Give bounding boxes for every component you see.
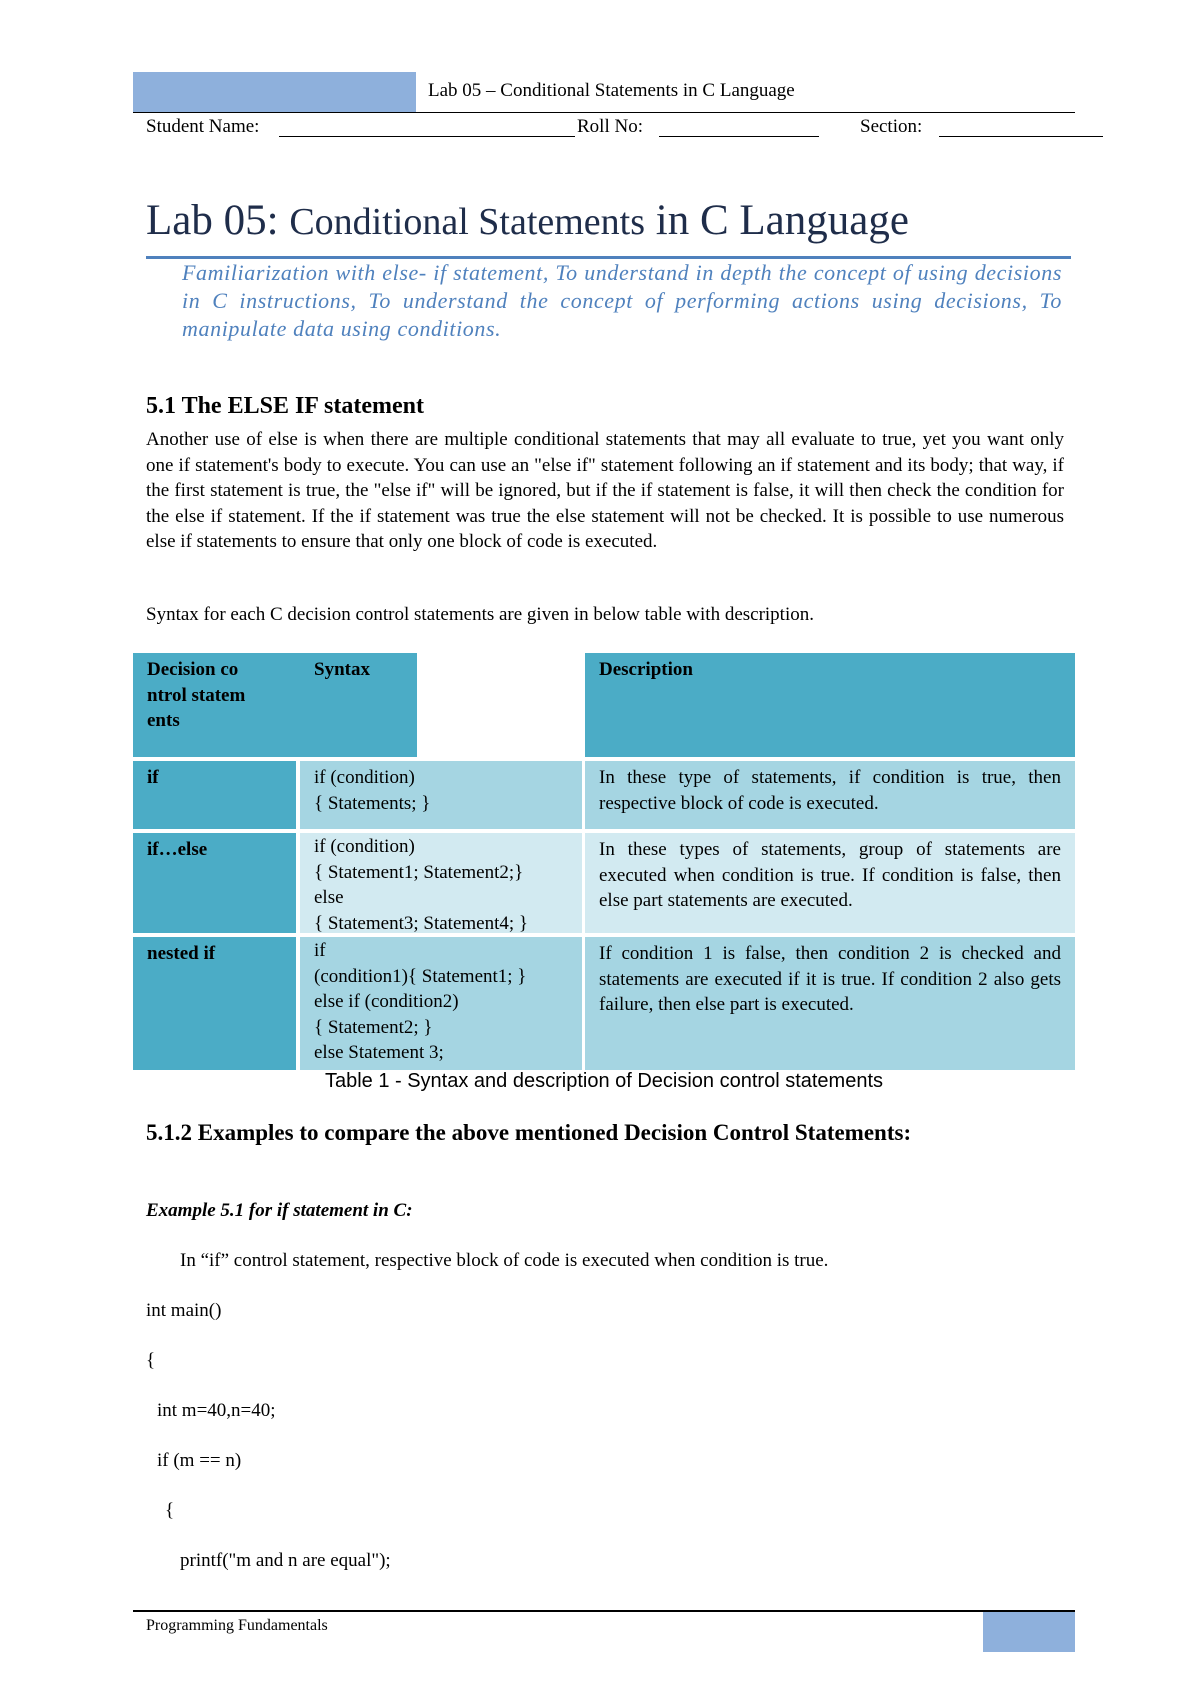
decision-table xyxy=(133,653,1075,1070)
table-header-description-text: Description xyxy=(599,659,693,680)
row-3-description-text: If condition 1 is false, then condition 2 is checked and statements are executed if it is true. If condition 2 also gets failure, then else part is executed. xyxy=(599,943,1061,1015)
table-row-2-syntax xyxy=(300,833,582,933)
table-row-1-syntax xyxy=(300,761,582,829)
title-part-3: in C xyxy=(655,197,729,244)
table-header-description xyxy=(585,653,1075,757)
example-description: In “if” control statement, respective block of code is executed when condition is true. xyxy=(180,1250,829,1271)
roll-no-field[interactable] xyxy=(659,136,819,137)
table-header-syntax-text: Syntax xyxy=(314,659,370,680)
row-2-description-text: In these types of statements, group of statements are executed when condition is true. If condition is false, then else part statements are executed. xyxy=(599,839,1061,911)
code-line: int main() xyxy=(146,1300,222,1321)
row-3-statement-text: nested if xyxy=(147,943,216,964)
table-header-syntax xyxy=(300,653,417,757)
row-3-syntax-line: (condition1){ Statement1; } xyxy=(314,965,527,987)
examples-heading: 5.1.2 Examples to compare the above mentioned Decision Control Statements: xyxy=(146,1120,912,1145)
code-line: if (m == n) xyxy=(157,1450,242,1471)
code-line: { xyxy=(165,1500,175,1521)
example-heading: Example 5.1 for if statement in C: xyxy=(146,1200,413,1221)
section-heading: 5.1 The ELSE IF statement xyxy=(146,393,425,419)
row-1-statement-text: if xyxy=(147,767,159,788)
footer-text: Programming Fundamentals xyxy=(146,1617,328,1634)
table-row-2-description xyxy=(585,833,1075,933)
table-row-2-statement xyxy=(133,833,296,933)
section-label: Section: xyxy=(860,116,923,137)
student-info-row xyxy=(146,116,1106,142)
row-1-syntax-line: { Statements; } xyxy=(314,792,431,814)
code-line: printf("m and n are equal"); xyxy=(180,1550,391,1571)
title-part-2: Conditional Statements xyxy=(289,201,646,243)
section-body: Another use of else is when there are multiple conditional statements that may all evaluate to true, yet you want only one if statement's body to execute. You can use an "else if" statement following an if statement and its body; that way, if the first statement is true, the "else if" will be ignored, but if the if statement is false, it will then check the condition for the else if statement. If the if statement was true the else statement will not be checked. It is possible to use numerous else if statements to ensure that only one block of code is executed. xyxy=(146,429,1064,553)
row-2-syntax-line: { Statement1; Statement2;} xyxy=(314,861,524,883)
row-2-syntax-line: else xyxy=(314,887,344,908)
row-3-syntax-line: else Statement 3; xyxy=(314,1042,444,1063)
student-name-label: Student Name: xyxy=(146,116,260,137)
row-3-syntax-line: else if (condition2) xyxy=(314,991,459,1012)
row-1-syntax-line: if (condition) xyxy=(314,767,415,788)
title-part-4: Language xyxy=(739,197,909,244)
row-3-syntax-line: if xyxy=(314,940,326,961)
page-title xyxy=(146,196,909,245)
table-row-3-statement xyxy=(133,937,296,1070)
header-rule xyxy=(133,112,1075,113)
footer-rule xyxy=(133,1610,1075,1612)
header-title: Lab 05 – Conditional Statements in C Language xyxy=(428,80,795,101)
table-row-3-description xyxy=(585,937,1075,1070)
row-2-syntax-line: { Statement3; Statement4; } xyxy=(314,912,529,934)
row-2-statement-text: if…else xyxy=(147,839,208,860)
table-header-statement-text: Decision control statements xyxy=(147,659,246,731)
table-row-1-description xyxy=(585,761,1075,829)
student-name-field[interactable] xyxy=(279,136,575,137)
row-3-syntax-line: { Statement2; } xyxy=(314,1016,433,1038)
row-1-description-text: In these type of statements, if condition is true, then respective block of code is executed. xyxy=(599,767,1061,814)
footer-color-block xyxy=(983,1612,1075,1652)
code-line: { xyxy=(146,1350,156,1371)
table-row-3-syntax xyxy=(300,937,582,1070)
row-2-syntax-line: if (condition) xyxy=(314,836,415,857)
table-row-1-statement xyxy=(133,761,296,829)
objectives-text: Familiarization with else- if statement, To understand in depth the concept of using decisions in C instructions, To understand the concept of performing actions using decisions, To manipulate data using conditions. xyxy=(182,260,1062,341)
section-field[interactable] xyxy=(939,136,1103,137)
header-color-block xyxy=(133,72,416,112)
roll-no-label: Roll No: xyxy=(577,116,643,137)
table-caption: Table 1 - Syntax and description of Decision control statements xyxy=(324,1070,884,1092)
code-line: int m=40,n=40; xyxy=(157,1400,276,1421)
title-part-1: Lab 05: xyxy=(146,197,279,244)
syntax-intro: Syntax for each C decision control statements are given in below table with description. xyxy=(146,604,814,625)
